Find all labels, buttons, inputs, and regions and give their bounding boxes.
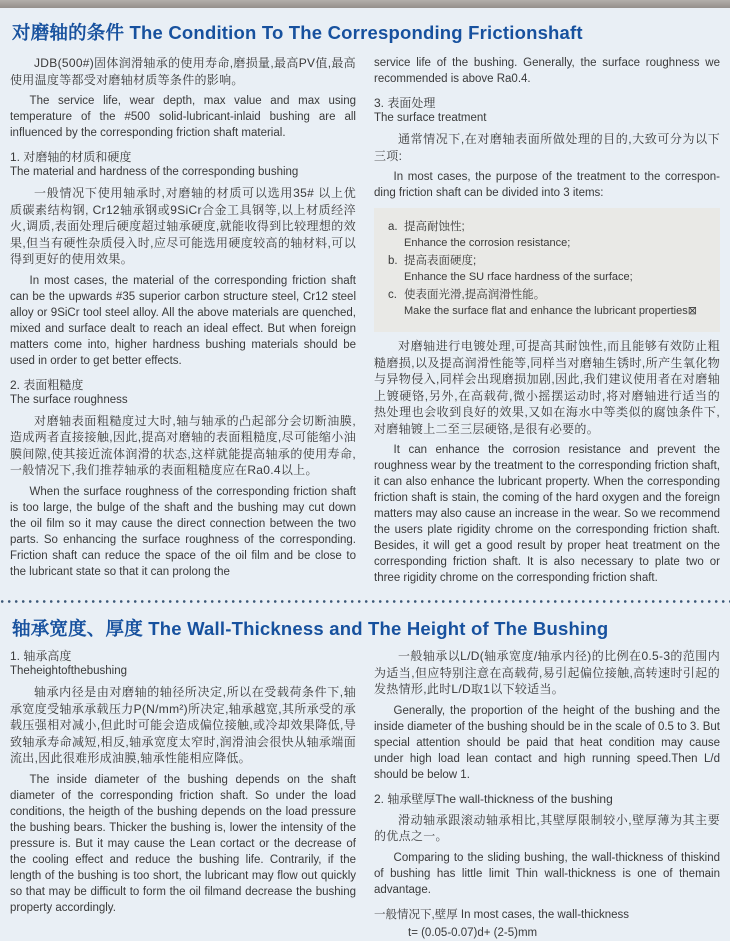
section1-title-en: The Condition To The Corresponding Frictionshaft [129, 22, 583, 43]
treatment-item-a [388, 220, 710, 251]
treatment-item-c-letter: c. [388, 289, 397, 301]
page-top-edge [0, 0, 730, 8]
s1-subheading-2 [10, 377, 356, 408]
section2-title [12, 615, 720, 641]
section2-left-column [10, 646, 356, 921]
wall-thickness-formula-intro: 一般情况下,壁厚 In most cases, the wall-thickness [374, 908, 629, 921]
s1-material-zh: 一般情况下使用轴承时,对磨轴的材质可以选用35# 以上优质碳素结构钢, Cr12轴承钢或9SiCr合金工具钢等,以上材质经淬火,调质,表面处理后硬度超过轴承硬度,就能收得到比较理想的效果,但当有硬性杂质侵入时,应尽可能选用硬度较高的轴材料,可以得到更好的使用效果。 [10, 186, 356, 266]
treatment-item-b-en: Enhance the SU rface hardness of the surface; [404, 270, 633, 283]
s1-subheading-2-zh: 2. 表面粗糙度 [10, 377, 84, 392]
s2-height-en: The inside diameter of the bushing depends on the shaft diameter of the corresponding friction shaft. So under the load conditions, the heigth of the bushing depends on the load pressure the bushing bears. Thicker the bushing is, lower the intensity of the pressure is. But it may cause the Lean cortact or the decrease of the cooling effect and reduce the bushing life. Contrarily, if the length of the bushing is too short, the lubricant may flow out quickly so that may be difficult to form the oil filmand decrease the bushing property accordingly. [10, 773, 356, 914]
s1-subheading-3-zh: 3. 表面处理 [374, 96, 436, 110]
s1-plating-en: It can enhance the corrosion resistance and prevent the roughness wear by the treatment to the corresponding friction shaft, it can also enhance the lubricant property. When the corresponding friction shaft is stain, the coming of the hard oxygen and the foreign matters may also cause an increase in the wear. So we recommend the users plate rigidity chrome on the corresponding friction shaft. Besides, it will get a good result by proper heat treatment on the corresponding friction shaft. It is also necessary to plate two or three rigidity chrome on the corresponding friction shaft. [374, 444, 720, 584]
treatment-item-a-zh: 提高耐蚀性; [404, 221, 465, 233]
s1-roughness-en: When the surface roughness of the corresponding friction shaft is too large, the bulge of the shaft and the bushing may cut down the oil film so it may cause the direct connection between the two parts. So enhancing the surface roughness of the corresponding. Friction shaft can reduce the space of the oil film and be close to the lubricant state so that it can prolong the [10, 485, 356, 578]
s1-treatment-purpose-zh: 通常情况下,在对磨轴表面所做处理的目的,大致可分为以下三项: [374, 132, 720, 163]
s1-subheading-1-zh: 1. 对磨轴的材质和硬度 [10, 150, 132, 164]
s1-subheading-2-en: The surface roughness [10, 393, 128, 406]
section2-title-zh: 轴承宽度、厚度 [12, 618, 143, 639]
s1-left-intro-zh: JDB(500#)固体润滑轴承的使用寿命,磨损量,最高PV值,最高使用温度等都受对磨轴材质等条件的影响。 [10, 56, 356, 87]
treatment-item-a-en: Enhance the corrosion resistance; [404, 236, 571, 249]
treatment-item-b-zh: 提高表面硬度; [404, 255, 477, 267]
wall-thickness-formula: t= (0.05-0.07)d+ (2-5)mm [408, 926, 538, 939]
treatment-item-a-letter: a. [388, 221, 398, 233]
s1-roughness-zh: 对磨轴表面粗糙度过大时,轴与轴承的凸起部分会切断油膜,造成两者直接接触,因此,提高对磨轴的表面粗糙度,尽可能缩小油膜间隙,使其接近流体润滑的状态,这样就能提高轴承的使用寿命,一般情况下,我们推荐轴承的表面粗糙度应在Ra0.4以上。 [10, 413, 356, 477]
treatment-item-b-letter: b. [388, 255, 398, 267]
s2-wall-thickness-en: Comparing to the sliding bushing, the wall-thickness of thiskind of bushing has little limit Thin wall-thickness is one of themain advantage. [374, 851, 720, 896]
section2-title-en: The Wall-Thickness and The Height of The Bushing [148, 618, 609, 639]
s2-subheading-2 [374, 791, 720, 807]
s2-subheading-1-zh: 1. 轴承高度 [10, 649, 72, 663]
s1-left-intro-en: The service life, wear depth, max value and max using temperature of the #500 solid-lubricant-inlaid bushing are all influenced by the corresponding friction shaft material. [10, 95, 356, 139]
s1-roughness-en-cont: service life of the bushing. Generally, the surface roughness we recommended is above Ra0.4. [374, 57, 720, 85]
section1-title-zh: 对磨轴的条件 [12, 22, 125, 43]
s1-subheading-1 [10, 149, 356, 180]
section-friction-shaft [0, 19, 730, 591]
dotted-divider [0, 599, 730, 604]
s2-subheading-1-en: Theheightofthebushing [10, 665, 128, 677]
s1-plating-zh: 对磨轴进行电镀处理,可提高其耐蚀性,而且能够有效防止粗糙磨损,以及提高润滑性能等,同样当对磨轴生锈时,所产生氧化物与异物侵入,同样会出现磨损加剧,因此,我们建议使用者在对磨轴上镀硬铬,另外,在高载荷,微小摇摆运动时,将对磨轴进行适当的热处理也会收到良好的效果,又如在海水中等类似的腐蚀条件下,对磨轴镀上二至三层硬铬,是很有必要的。 [374, 339, 720, 436]
section2-right-column [374, 646, 720, 941]
section1-right-column [374, 50, 720, 591]
s2-height-zh: 轴承内径是由对磨轴的轴径所决定,所以在受载荷条件下,轴承宽度受轴承承载压力P(N/mm²)所决定,轴承越宽,其所承受的承载压强相对减小,但此时可能会造成偏位接触,或冷却效果降低,导致轴承寿命减短,相反,轴承宽度太窄时,润滑油会很快从轴承端面流出,因此很难形成油膜,轴承性能相应降低。 [10, 685, 356, 765]
treatment-item-c-en: Make the surface flat and enhance the lubricant properties⊠ [404, 304, 697, 317]
section1-title [12, 19, 720, 45]
s1-material-en: In most cases, the material of the corresponding friction shaft can be the upwards #35 superior carbon structure steel, Cr12 steel alloy or 9SiCr tool steel alloy. All the above materials are quenched, mixed and surface dealt to reach an ideal effect. But when foreign matters come into, higher hardness bushing materials should be used in order to get better effects. [10, 274, 356, 367]
s2-subheading-1 [10, 648, 356, 679]
section1-left-column [10, 50, 356, 585]
s2-ld-ratio-en: Generally, the proportion of the height of the bushing and the inside diameter of the bushing should be in the scale of 0.5 to 3. But special attention should be paid that heat condition may cause under high load lean contact and high running speed.Then L/d should be below 1. [374, 704, 720, 781]
section-wall-thickness-height [0, 615, 730, 941]
treatment-item-c [388, 288, 710, 319]
s1-subheading-1-en: The material and hardness of the corresponding bushing [10, 166, 299, 178]
s1-treatment-purpose-en: In most cases, the purpose of the treatment to the correspon-ding friction shaft can be divided into 3 items: [374, 171, 720, 199]
treatment-item-c-zh: 使表面光滑,提高润滑性能。 [404, 289, 546, 301]
treatment-items-box [374, 208, 720, 332]
s1-subheading-3-en: The surface treatment [374, 112, 487, 124]
s2-subheading-2-mixed: 2. 轴承壁厚The wall-thickness of the bushing [374, 791, 613, 806]
treatment-item-b [388, 254, 710, 285]
s1-subheading-3 [374, 95, 720, 126]
s2-wall-thickness-zh: 滑动轴承跟滚动轴承相比,其壁厚限制较小,壁厚薄为其主要的优点之一。 [374, 812, 720, 843]
s2-ld-ratio-zh: 一般轴承以L/D(轴承宽度/轴承内径)的比例在0.5-3的范围内为适当,但应特别注意在高载荷,易引起偏位接触,高转速时引起的发热情形,此时L/D取1以下较适当。 [374, 649, 720, 696]
